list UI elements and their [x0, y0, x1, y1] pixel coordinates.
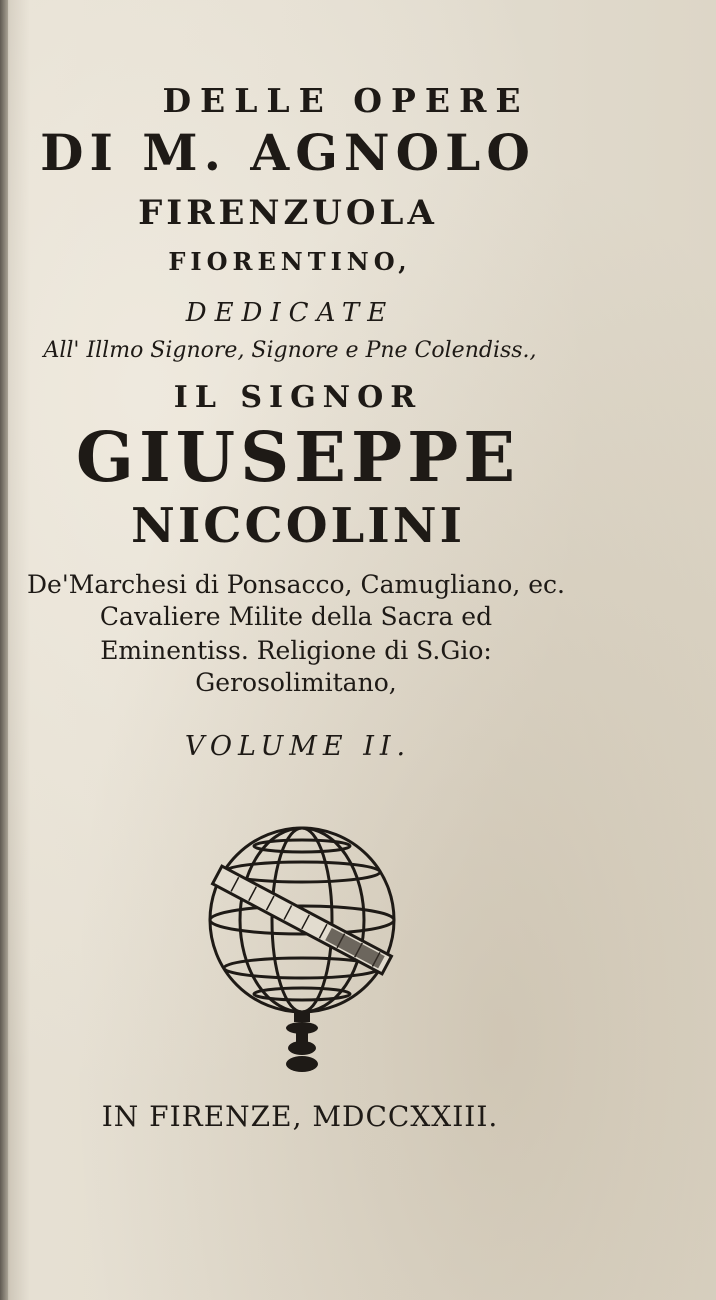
dedicatee-description-1: De'Marchesi di Ponsacco, Camugliano, ec.	[27, 570, 565, 599]
dedicatee-title: IL SIGNOR	[173, 380, 423, 415]
dedicatee-surname: NICCOLINI	[130, 498, 466, 554]
author-surname: FIRENZUOLA	[138, 193, 438, 233]
title-line-agnolo: DI M. AGNOLO	[40, 123, 536, 182]
dedicatee-description-4: Gerosolimitano,	[195, 668, 397, 697]
dedication-heading: DEDICATE	[185, 298, 395, 328]
dedicatee-description-3: Eminentiss. Religione di S.Gio:	[100, 636, 492, 665]
dedicatee-description-2: Cavaliere Milite della Sacra ed	[99, 602, 493, 631]
armillary-sphere-icon	[202, 820, 402, 1080]
title-line-opere: DELLE OPERE	[162, 81, 530, 120]
dedication-honorific: All' Illmo Signore, Signore e Pne Colendiss.,	[43, 338, 537, 363]
volume-number: VOLUME II.	[184, 731, 412, 762]
dedicatee-first-name: GIUSEPPE	[75, 418, 521, 498]
imprint: IN FIRENZE, MDCCXXIII.	[101, 1100, 499, 1133]
author-origin: FIORENTINO,	[168, 247, 412, 276]
